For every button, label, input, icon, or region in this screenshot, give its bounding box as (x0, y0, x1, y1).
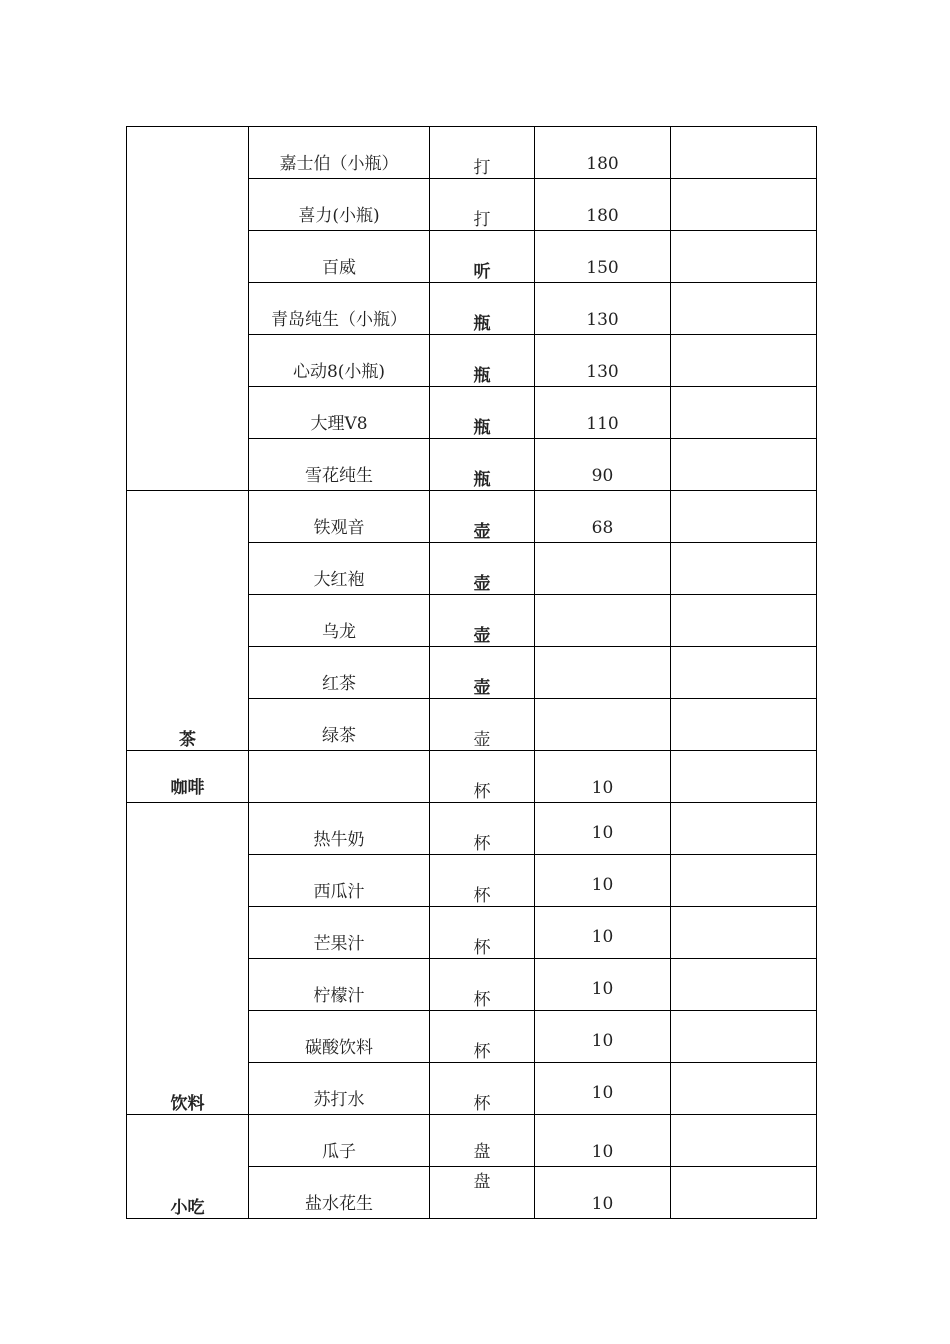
notes-cell (671, 595, 817, 647)
item-name: 热牛奶 (249, 803, 430, 855)
item-price: 10 (535, 1115, 671, 1167)
item-price: 180 (535, 127, 671, 179)
item-unit: 听 (430, 231, 535, 283)
item-price (535, 647, 671, 699)
item-unit: 瓶 (430, 439, 535, 491)
item-price: 10 (535, 855, 671, 907)
item-price: 90 (535, 439, 671, 491)
item-name: 嘉士伯（小瓶） (249, 127, 430, 179)
item-unit: 杯 (430, 803, 535, 855)
item-price: 68 (535, 491, 671, 543)
price-table (126, 126, 817, 1219)
item-unit: 杯 (430, 907, 535, 959)
notes-cell (671, 1115, 817, 1167)
item-unit: 瓶 (430, 387, 535, 439)
item-price: 10 (535, 1063, 671, 1115)
notes-cell (671, 1063, 817, 1115)
notes-cell (671, 231, 817, 283)
item-name: 红茶 (249, 647, 430, 699)
item-name: 百威 (249, 231, 430, 283)
notes-cell (671, 439, 817, 491)
notes-cell (671, 335, 817, 387)
item-name: 柠檬汁 (249, 959, 430, 1011)
notes-cell (671, 751, 817, 803)
item-price: 10 (535, 803, 671, 855)
item-unit: 壶 (430, 595, 535, 647)
item-price (535, 543, 671, 595)
item-unit: 杯 (430, 855, 535, 907)
table-row (127, 803, 817, 855)
item-name: 碳酸饮料 (249, 1011, 430, 1063)
item-name: 铁观音 (249, 491, 430, 543)
item-unit: 杯 (430, 1063, 535, 1115)
item-unit: 瓶 (430, 283, 535, 335)
item-price: 180 (535, 179, 671, 231)
item-unit: 壶 (430, 543, 535, 595)
item-price: 10 (535, 959, 671, 1011)
item-unit: 盘 (430, 1115, 535, 1167)
notes-cell (671, 699, 817, 751)
item-unit: 杯 (430, 959, 535, 1011)
item-price: 10 (535, 1167, 671, 1219)
item-unit: 杯 (430, 751, 535, 803)
item-price: 130 (535, 283, 671, 335)
item-unit: 打 (430, 127, 535, 179)
category-cell-beer (127, 127, 249, 491)
item-unit: 壶 (430, 647, 535, 699)
item-name: 盐水花生 (249, 1167, 430, 1219)
category-cell-coffee: 咖啡 (127, 751, 249, 803)
item-unit: 杯 (430, 1011, 535, 1063)
notes-cell (671, 647, 817, 699)
item-price: 110 (535, 387, 671, 439)
item-name: 大理V8 (249, 387, 430, 439)
item-name: 绿茶 (249, 699, 430, 751)
table-row (127, 127, 817, 179)
item-price: 150 (535, 231, 671, 283)
item-name: 芒果汁 (249, 907, 430, 959)
item-price: 10 (535, 907, 671, 959)
notes-cell (671, 179, 817, 231)
item-name: 青岛纯生（小瓶） (249, 283, 430, 335)
item-name: 瓜子 (249, 1115, 430, 1167)
item-price: 10 (535, 751, 671, 803)
category-cell-drinks: 饮料 (127, 803, 249, 1115)
item-price (535, 595, 671, 647)
table-row (127, 491, 817, 543)
item-unit: 瓶 (430, 335, 535, 387)
item-price: 130 (535, 335, 671, 387)
item-name: 西瓜汁 (249, 855, 430, 907)
item-unit: 打 (430, 179, 535, 231)
notes-cell (671, 543, 817, 595)
category-cell-snacks: 小吃 (127, 1115, 249, 1219)
item-name: 大红袍 (249, 543, 430, 595)
notes-cell (671, 127, 817, 179)
notes-cell (671, 283, 817, 335)
item-name: 乌龙 (249, 595, 430, 647)
notes-cell (671, 491, 817, 543)
notes-cell (671, 855, 817, 907)
item-price (535, 699, 671, 751)
table-row (127, 751, 817, 803)
notes-cell (671, 1011, 817, 1063)
item-name: 心动8(小瓶) (249, 335, 430, 387)
item-unit: 壶 (430, 491, 535, 543)
notes-cell (671, 803, 817, 855)
notes-cell (671, 1167, 817, 1219)
item-unit: 盘 (430, 1167, 535, 1219)
item-name (249, 751, 430, 803)
notes-cell (671, 907, 817, 959)
item-unit: 壶 (430, 699, 535, 751)
item-name: 雪花纯生 (249, 439, 430, 491)
item-price: 10 (535, 1011, 671, 1063)
category-cell-tea: 茶 (127, 491, 249, 751)
notes-cell (671, 387, 817, 439)
notes-cell (671, 959, 817, 1011)
table-row (127, 1115, 817, 1167)
item-name: 喜力(小瓶) (249, 179, 430, 231)
item-name: 苏打水 (249, 1063, 430, 1115)
